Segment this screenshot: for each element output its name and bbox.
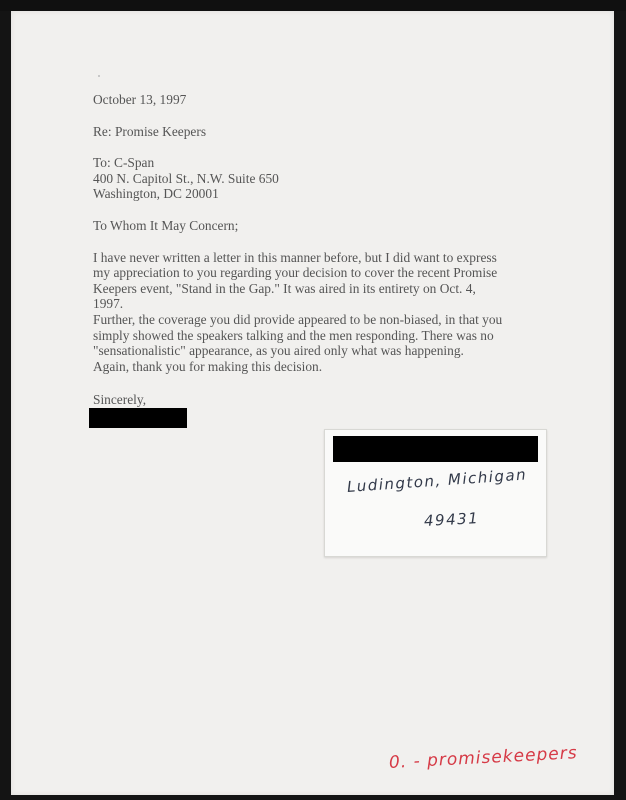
attached-note-card	[324, 429, 547, 557]
letter-body	[93, 92, 553, 408]
body-line: "sensationalistic" appearance, as you aired only what was happening.	[93, 343, 464, 359]
scan-border	[0, 0, 626, 11]
letter-page	[11, 11, 614, 795]
letter-subject: Re: Promise Keepers	[93, 123, 207, 139]
letter-paragraph	[93, 250, 553, 375]
body-line: I have never written a letter in this manner before, but I did want to express	[93, 249, 497, 265]
body-line: Further, the coverage you did provide appeared to be non-biased, in that you	[93, 311, 503, 327]
body-line: 1997.	[93, 296, 124, 312]
handwritten-zip: 49431	[423, 509, 480, 530]
letter-date: October 13, 1997	[93, 92, 187, 107]
body-line: my appreciation to you regarding your decision to cover the recent Promise	[93, 265, 498, 281]
redacted-signature	[89, 408, 187, 428]
handwritten-city: Ludington, Michigan	[346, 465, 528, 496]
address-to: To: C-Span	[93, 155, 155, 171]
salutation: To Whom It May Concern;	[93, 217, 239, 233]
recipient-address	[93, 155, 553, 202]
address-street: 400 N. Capitol St., N.W. Suite 650	[93, 170, 279, 186]
paper-speck	[98, 75, 100, 77]
red-annotation: 0. - promisekeepers	[388, 743, 579, 773]
closing: Sincerely,	[93, 392, 147, 408]
redacted-name	[333, 436, 538, 462]
body-line: Keepers event, "Stand in the Gap." It was aired in its entirety on Oct. 4,	[93, 280, 476, 296]
body-line: Again, thank you for making this decision.	[93, 358, 323, 374]
body-line: simply showed the speakers talking and the men responding. There was no	[93, 327, 494, 343]
address-city: Washington, DC 20001	[93, 186, 219, 202]
